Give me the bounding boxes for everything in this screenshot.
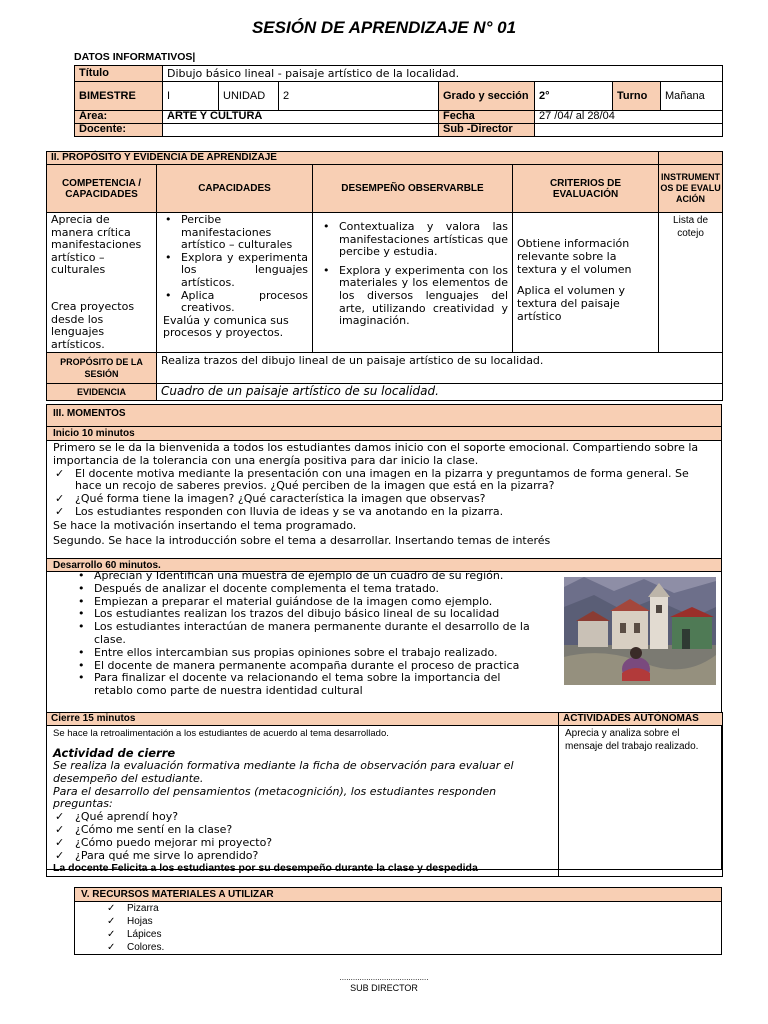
proposito-sesion-label: PROPÓSITO DE LA SESIÓN (47, 353, 157, 384)
actividades-label: ACTIVIDADES AUTÓNOMAS (559, 713, 723, 726)
preguntas-list (53, 811, 552, 862)
unidad-label: UNIDAD (219, 82, 279, 111)
subdirector-label: Sub -Director (439, 124, 535, 137)
desarrollo-body (52, 570, 542, 698)
datos-heading: DATOS INFORMATIVOS| (74, 51, 196, 63)
momentos-heading: III. MOMENTOS (47, 405, 721, 427)
unidad-value: 2 (279, 82, 439, 111)
cierre-table (46, 712, 723, 877)
list-item: ✓ Pizarra (105, 902, 721, 915)
fecha-label: Fecha (439, 111, 535, 124)
inicio-intro: Primero se le da la bienvenida a todos los estudiantes damos inicio con el soporte emocional. Compartiendo sobre la importancia de la tolerancia con una energía positiva para dar inicio la clase. (53, 441, 699, 467)
list-item: ✓ ¿Qué aprendí hoy? (53, 811, 552, 824)
subdirector-value (535, 124, 723, 137)
list-item: • Los estudiantes realizan los trazos del dibujo básico lineal de su localidad (72, 608, 542, 621)
docente-value (163, 124, 439, 137)
docente-label: Docente: (75, 124, 163, 137)
list-item: • Explora y experimenta con los materiales y los elementos de los diversos lenguajes del arte, utilizando creatividad y imaginación. (317, 265, 508, 328)
turno-label: Turno (613, 82, 661, 111)
page-title: SESIÓN DE APRENDIZAJE N° 01 (251, 18, 517, 37)
list-item: • Aplica procesos creativos. (159, 290, 308, 315)
criterio-1: Obtiene información relevante sobre la textura y el volumen (517, 237, 632, 276)
capacidades-extra: Evalúa y comunica sus procesos y proyectos. (163, 313, 289, 340)
competencia-2: Crea proyectos desde los lenguajes artísticos. (51, 299, 135, 351)
list-item: • Los estudiantes interactúan de manera permanente durante el desarrollo de la clase. (72, 621, 542, 647)
titulo-value: Dibujo básico lineal - paisaje artístico de la localidad. (163, 66, 723, 82)
list-item: • Después de analizar el docente complementa el tema tratado. (72, 583, 542, 596)
list-item: ✓ El docente motiva mediante la presentación con una imagen en la pizarra y preguntamos de forma general. Se hace un recojo de saberes previos. ¿Qué perciben de la imagen que está en la pizarra? (53, 468, 715, 494)
proposito-sesion-value: Realiza trazos del dibujo lineal de un paisaje artístico de su localidad. (157, 353, 723, 384)
actividad-cierre-title: Actividad de cierre (53, 746, 176, 760)
firma-label: SUB DIRECTOR (350, 983, 418, 993)
header-criterios: CRITERIOS DE EVALUACIÓN (513, 165, 659, 213)
desempenos-list (317, 221, 508, 328)
cierre-body (47, 726, 559, 877)
header-competencia: COMPETENCIA / CAPACIDADES (47, 165, 157, 213)
cierre-text: Se hace la retroalimentación a los estudiantes de acuerdo al tema desarrollado. (53, 728, 389, 739)
list-item: ✓ ¿Qué forma tiene la imagen? ¿Qué característica la imagen que observas? (53, 493, 715, 506)
list-item: • Para finalizar el docente va relacionando el tema sobre la importancia del retablo como parte de nuestra identidad cultural (72, 672, 542, 698)
datos-table (74, 65, 723, 137)
paisaje-painting (564, 577, 716, 685)
list-item: • Percibe manifestaciones artístico – culturales (159, 214, 308, 252)
criterio-2: Aplica el volumen y textura del paisaje artístico (517, 284, 625, 323)
list-item: • El docente de manera permanente acompaña durante el proceso de practica (72, 660, 542, 673)
recursos-heading: V. RECURSOS MATERIALES A UTILIZAR (75, 888, 721, 902)
firma-line: ........................................ (339, 973, 429, 982)
actividades-text: Aprecia y analiza sobre el mensaje del trabajo realizado. (559, 726, 723, 877)
list-item: ✓ Lápices (105, 928, 721, 941)
actividad-cierre-p2: Para el desarrollo del pensamientos (metacognición), los estudiantes responden preguntas: (53, 784, 497, 811)
turno-value: Mañana (661, 82, 723, 111)
evidencia-label: EVIDENCIA (47, 384, 157, 401)
instrumento-value: Lista de cotejo (659, 213, 723, 353)
proposito-heading: II. PROPÓSITO Y EVIDENCIA DE APRENDIZAJE (47, 152, 659, 165)
inicio-p2: Segundo. Se hace la introducción sobre el tema a desarrollar. Insertando temas de interés (53, 533, 551, 547)
list-item: • Aprecian y Identifican una muestra de ejemplo de un cuadro de su región. (72, 570, 542, 583)
recursos-section (74, 887, 722, 955)
cierre-label: Cierre 15 minutos (47, 713, 559, 726)
evidencia-value: Cuadro de un paisaje artístico de su localidad. (157, 384, 723, 401)
inicio-body (47, 441, 721, 548)
list-item: ✓ Hojas (105, 915, 721, 928)
competencia-1: Aprecia de manera crítica manifestaciones artístico – culturales (51, 213, 142, 277)
header-capacidades: CAPACIDADES (157, 165, 313, 213)
desarrollo-label: Desarrollo 60 minutos. (46, 558, 722, 572)
list-item: ✓ ¿Para qué me sirve lo aprendido? (53, 850, 552, 863)
bimestre-value: I (163, 82, 219, 111)
titulo-label: Título (75, 66, 163, 82)
bimestre-label: BIMESTRE (75, 82, 163, 111)
list-item: • Entre ellos intercambian sus propias opiniones sobre el trabajo realizado. (72, 647, 542, 660)
header-desempeno: DESEMPEÑO OBSERVARBLE (313, 165, 513, 213)
header-instrumentos: INSTRUMENTOS DE EVALUACIÓN (659, 165, 723, 213)
recursos-list (75, 902, 721, 954)
actividad-cierre-p1: Se realiza la evaluación formativa mediante la ficha de observación para evaluar el desempeño del estudiante. (53, 759, 514, 785)
capacidades-list (159, 214, 308, 315)
list-item: ✓ ¿Cómo me sentí en la clase? (53, 824, 552, 837)
fecha-value: 27 /04/ al 28/04 (535, 111, 723, 124)
list-item: ✓ Colores. (105, 941, 721, 954)
list-item: • Contextualiza y valora las manifestaciones artísticas que percibe y estudia. (317, 221, 508, 259)
list-item: ✓ ¿Cómo puedo mejorar mi proyecto? (53, 837, 552, 850)
grado-value: 2° (535, 82, 613, 111)
grado-label: Grado y sección (439, 82, 535, 111)
list-item: ✓ Los estudiantes responden con lluvia de ideas y se va anotando en la pizarra. (53, 506, 715, 519)
despedida: La docente Felicita a los estudiantes por su desempeño durante la clase y despedida (53, 862, 478, 875)
inicio-p1: Se hace la motivación insertando el tema programado. (53, 518, 357, 532)
area-label: Area: (75, 111, 163, 124)
list-item: • Explora y experimenta los lenguajes artísticos. (159, 252, 308, 290)
list-item: • Empiezan a preparar el material guiándose de la imagen como ejemplo. (72, 596, 542, 609)
proposito-table (46, 151, 723, 401)
area-value: ARTE Y CULTURA (163, 111, 439, 124)
inicio-label: Inicio 10 minutos (47, 427, 721, 441)
